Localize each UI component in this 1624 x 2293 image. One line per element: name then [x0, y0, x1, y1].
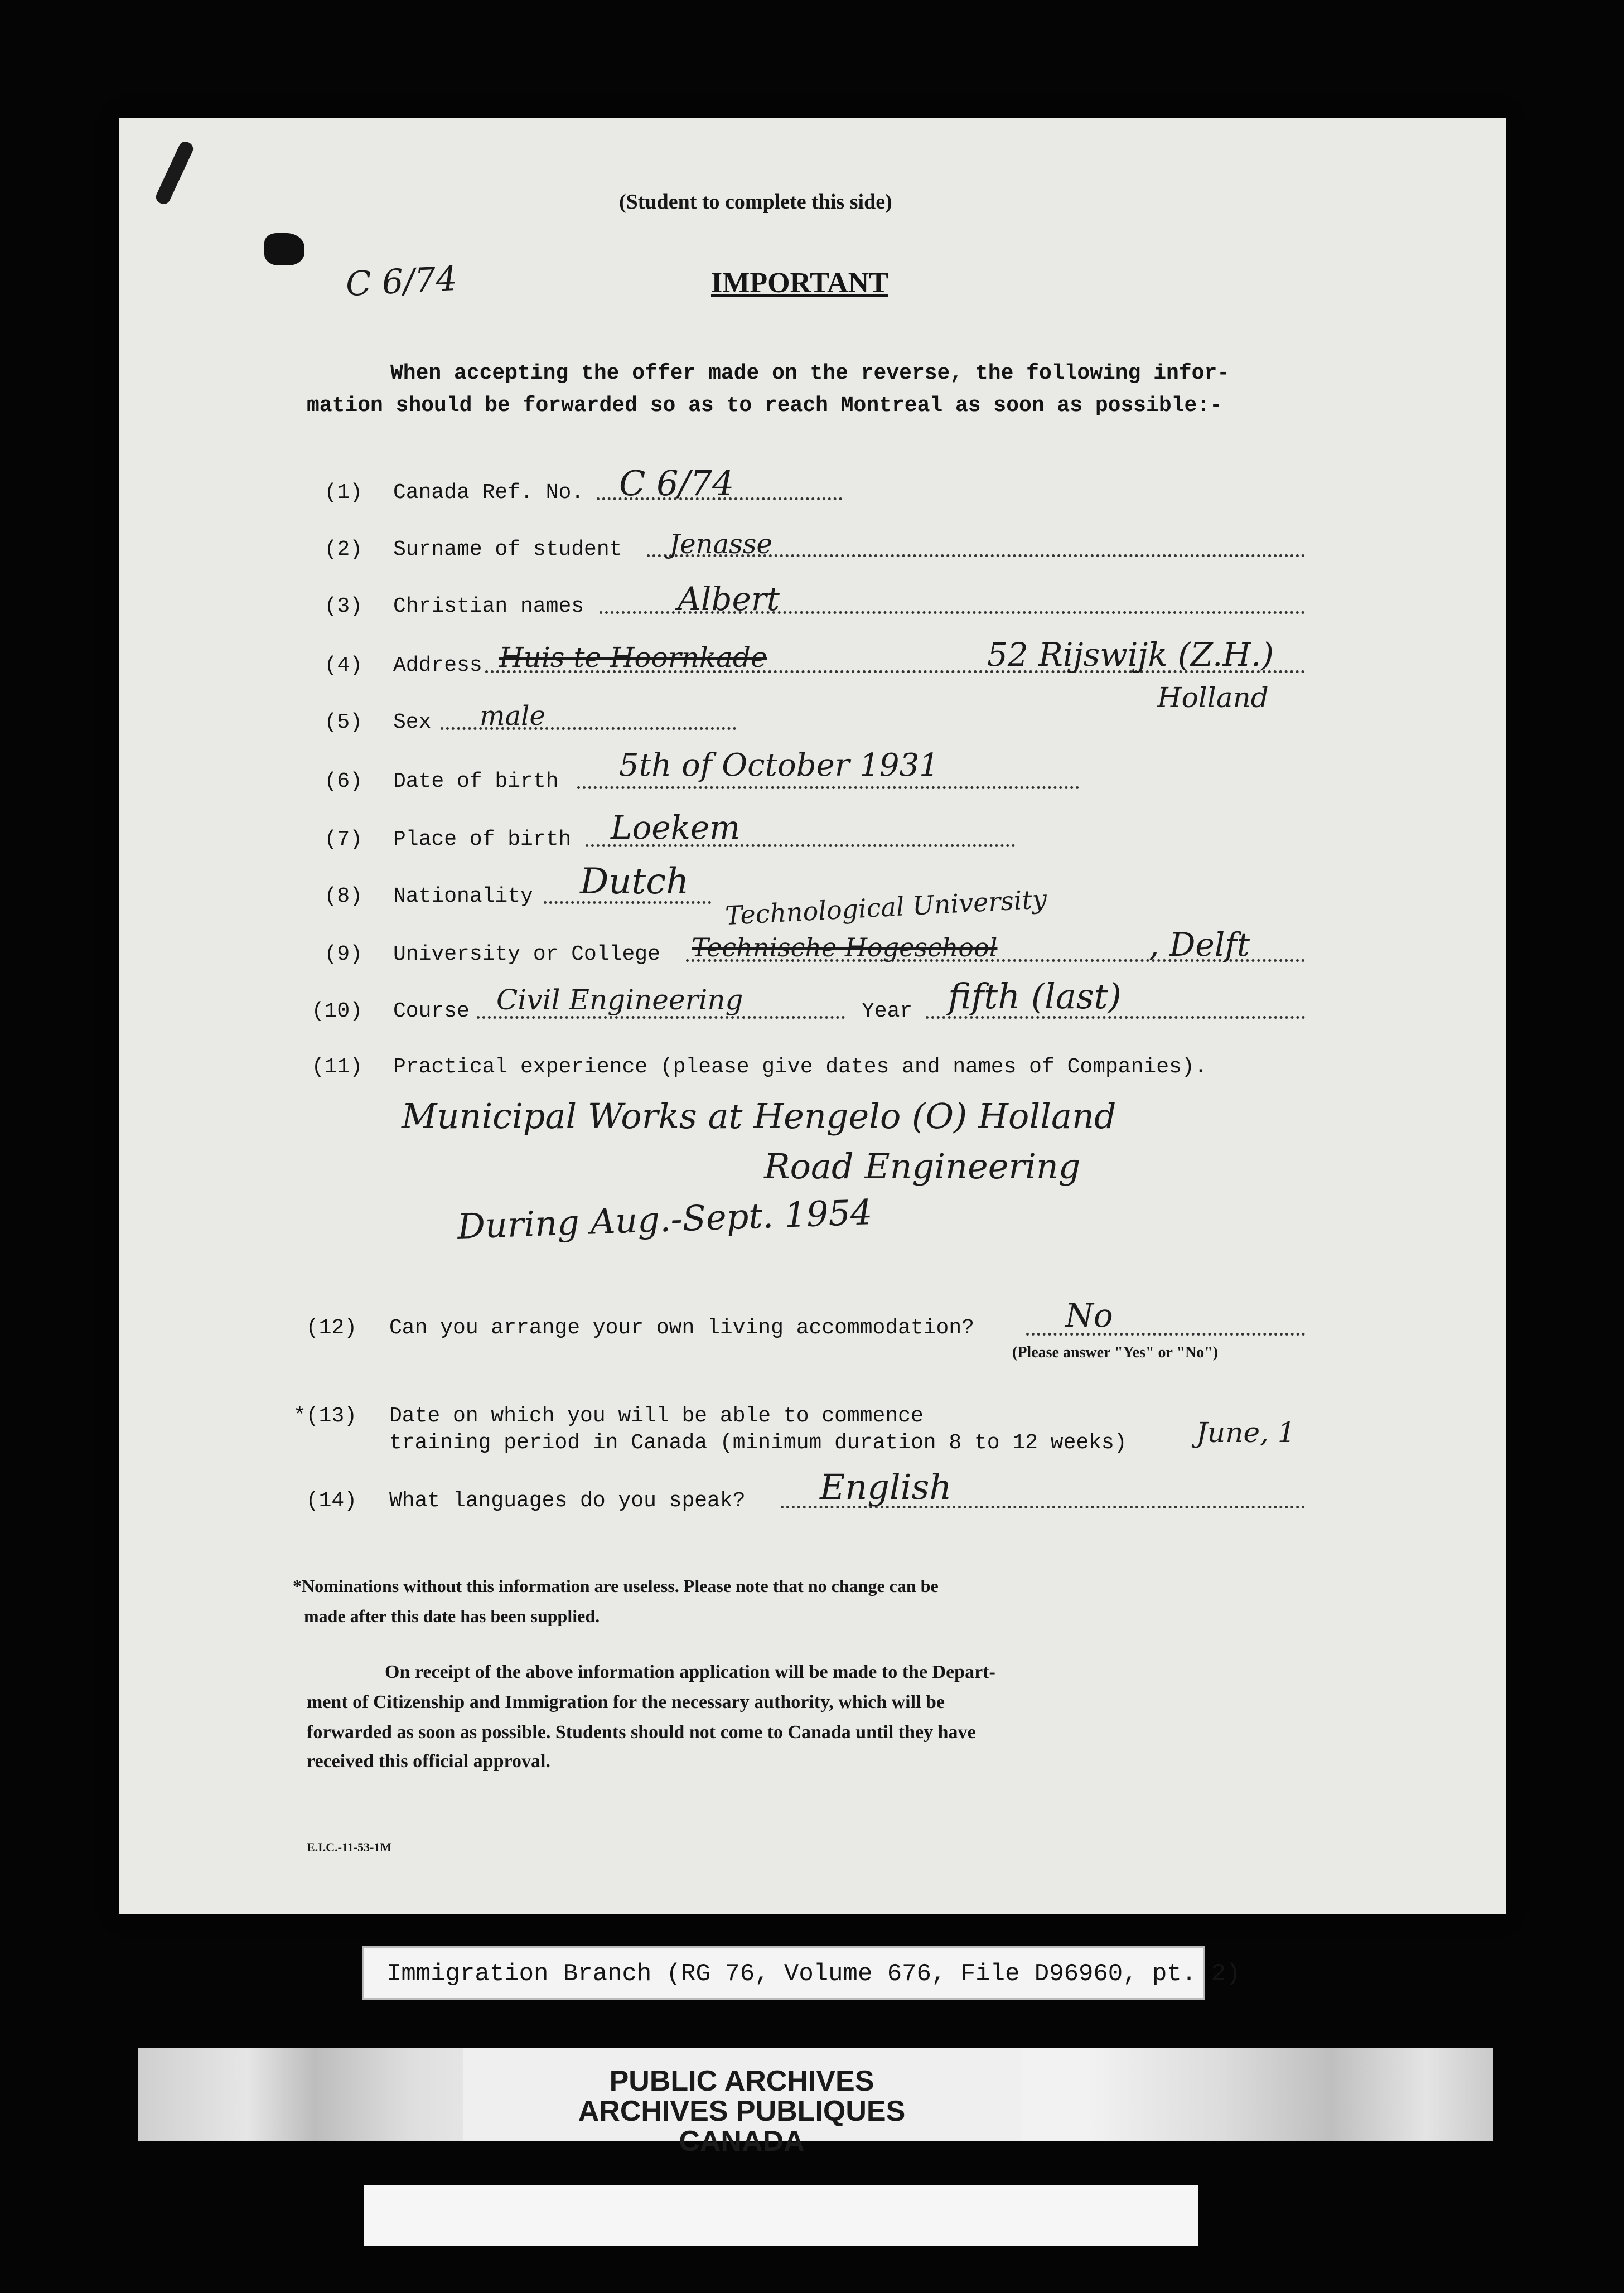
header-note: (Student to complete this side): [619, 190, 892, 214]
archive-reference-box: [362, 1946, 1241, 2000]
item-9-struck-value: Technische Hogeschool: [692, 932, 998, 962]
item-11-answer-line-3: During Aug.-Sept. 1954: [456, 1192, 873, 1247]
item-11-answer-line-2: Road Engineering: [764, 1146, 1081, 1187]
item-10-number: (10): [311, 999, 362, 1023]
item-6-value: 5th of October 1931: [619, 747, 939, 783]
item-13-value: June, 1: [1196, 1416, 1296, 1449]
item-9-label: University or College: [393, 942, 660, 966]
item-8-number: (8): [324, 884, 362, 908]
item-9-value: , Delft: [1149, 926, 1250, 964]
archive-reference-text: Immigration Branch (RG 76, Volume 676, File D96960, pt. 2): [386, 1960, 1241, 1988]
item-6-number: (6): [324, 770, 362, 794]
item-4-struck-value: Huis te Hoornkade: [499, 641, 767, 674]
item-10-year-value: fifth (last): [948, 976, 1122, 1017]
stamp-line-3: CANADA: [679, 2125, 805, 2157]
item-3-value: Albert: [678, 580, 780, 618]
item-3-label: Christian names: [393, 594, 584, 618]
closing-line-2: ment of Citizenship and Immigration for the necessary authority, which will be: [307, 1692, 945, 1713]
item-13-label: Date on which you will be able to commence: [389, 1404, 924, 1428]
footnote-line-1: *Nominations without this information are useless. Please note that no change can be: [293, 1576, 939, 1596]
item-11-label: Practical experience (please give dates and names of Companies).: [393, 1055, 1207, 1079]
page-title: IMPORTANT: [711, 267, 888, 299]
stamp-line-1: PUBLIC ARCHIVES: [609, 2065, 874, 2097]
item-9-value-above: Technological University: [724, 883, 1048, 931]
item-12-number: (12): [306, 1316, 357, 1340]
ink-blot: [264, 233, 304, 265]
item-2-label: Surname of student: [393, 538, 622, 562]
item-10-value: Civil Engineering: [496, 984, 743, 1016]
item-7-label: Place of birth: [393, 828, 572, 852]
item-6-dotted-line: [577, 786, 1079, 789]
item-13-label-line-2: training period in Canada (minimum duration 8 to 12 weeks): [389, 1431, 1127, 1455]
item-10-label: Course: [393, 999, 470, 1023]
item-10-dotted-line: [477, 1016, 845, 1019]
item-9-number: (9): [324, 942, 362, 966]
item-1-value: C 6/74: [619, 463, 734, 504]
corner-ref-number: C 6/74: [345, 259, 458, 304]
closing-line-3: forwarded as soon as possible. Students should not come to Canada until they have: [307, 1722, 976, 1743]
intro-line-2: mation should be forwarded so as to reach Montreal as soon as possible:-: [307, 394, 1222, 418]
item-5-label: Sex: [393, 710, 432, 734]
item-5-number: (5): [324, 710, 362, 734]
closing-line-4: received this official approval.: [307, 1751, 550, 1772]
stamp-line-2: ARCHIVES PUBLIQUES: [578, 2095, 906, 2127]
item-1-number: (1): [324, 481, 362, 505]
closing-line-1: On receipt of the above information application will be made to the Depart-: [385, 1662, 995, 1682]
item-14-number: (14): [306, 1489, 357, 1513]
item-4-number: (4): [324, 654, 362, 678]
item-1-label: Canada Ref. No.: [393, 481, 584, 505]
item-5-value: male: [480, 700, 545, 732]
item-7-value: Loekem: [611, 809, 741, 846]
intro-line-1: When accepting the offer made on the reverse, the following infor-: [390, 361, 1230, 385]
item-12-value: No: [1065, 1297, 1113, 1334]
item-8-label: Nationality: [393, 884, 533, 908]
item-3-number: (3): [324, 594, 362, 618]
item-11-answer-line-1: Municipal Works at Hengelo (O) Holland: [402, 1096, 1116, 1136]
item-13-number: *(13): [293, 1404, 357, 1428]
form-code: E.I.C.-11-53-1M: [307, 1840, 392, 1854]
item-4-value-line-2: Holland: [1157, 681, 1269, 714]
archive-stamp-text: [463, 2066, 1021, 2156]
item-14-label: What languages do you speak?: [389, 1489, 746, 1513]
footnote-line-2: made after this date has been supplied.: [304, 1606, 600, 1626]
item-2-value: Jenasse: [669, 529, 772, 560]
item-4-label: Address: [393, 654, 482, 678]
item-4-value: 52 Rijswijk (Z.H.): [987, 636, 1274, 674]
item-12-hint: (Please answer "Yes" or "No"): [1012, 1344, 1219, 1361]
item-10-year-label: Year: [862, 999, 913, 1023]
item-8-value: Dutch: [580, 861, 689, 902]
item-6-label: Date of birth: [393, 770, 559, 794]
blank-label-strip: [364, 2185, 1198, 2246]
item-14-value: English: [820, 1467, 952, 1507]
item-7-number: (7): [324, 828, 362, 852]
item-2-number: (2): [324, 538, 362, 562]
item-11-number: (11): [311, 1055, 362, 1079]
item-12-label: Can you arrange your own living accommodation?: [389, 1316, 974, 1340]
